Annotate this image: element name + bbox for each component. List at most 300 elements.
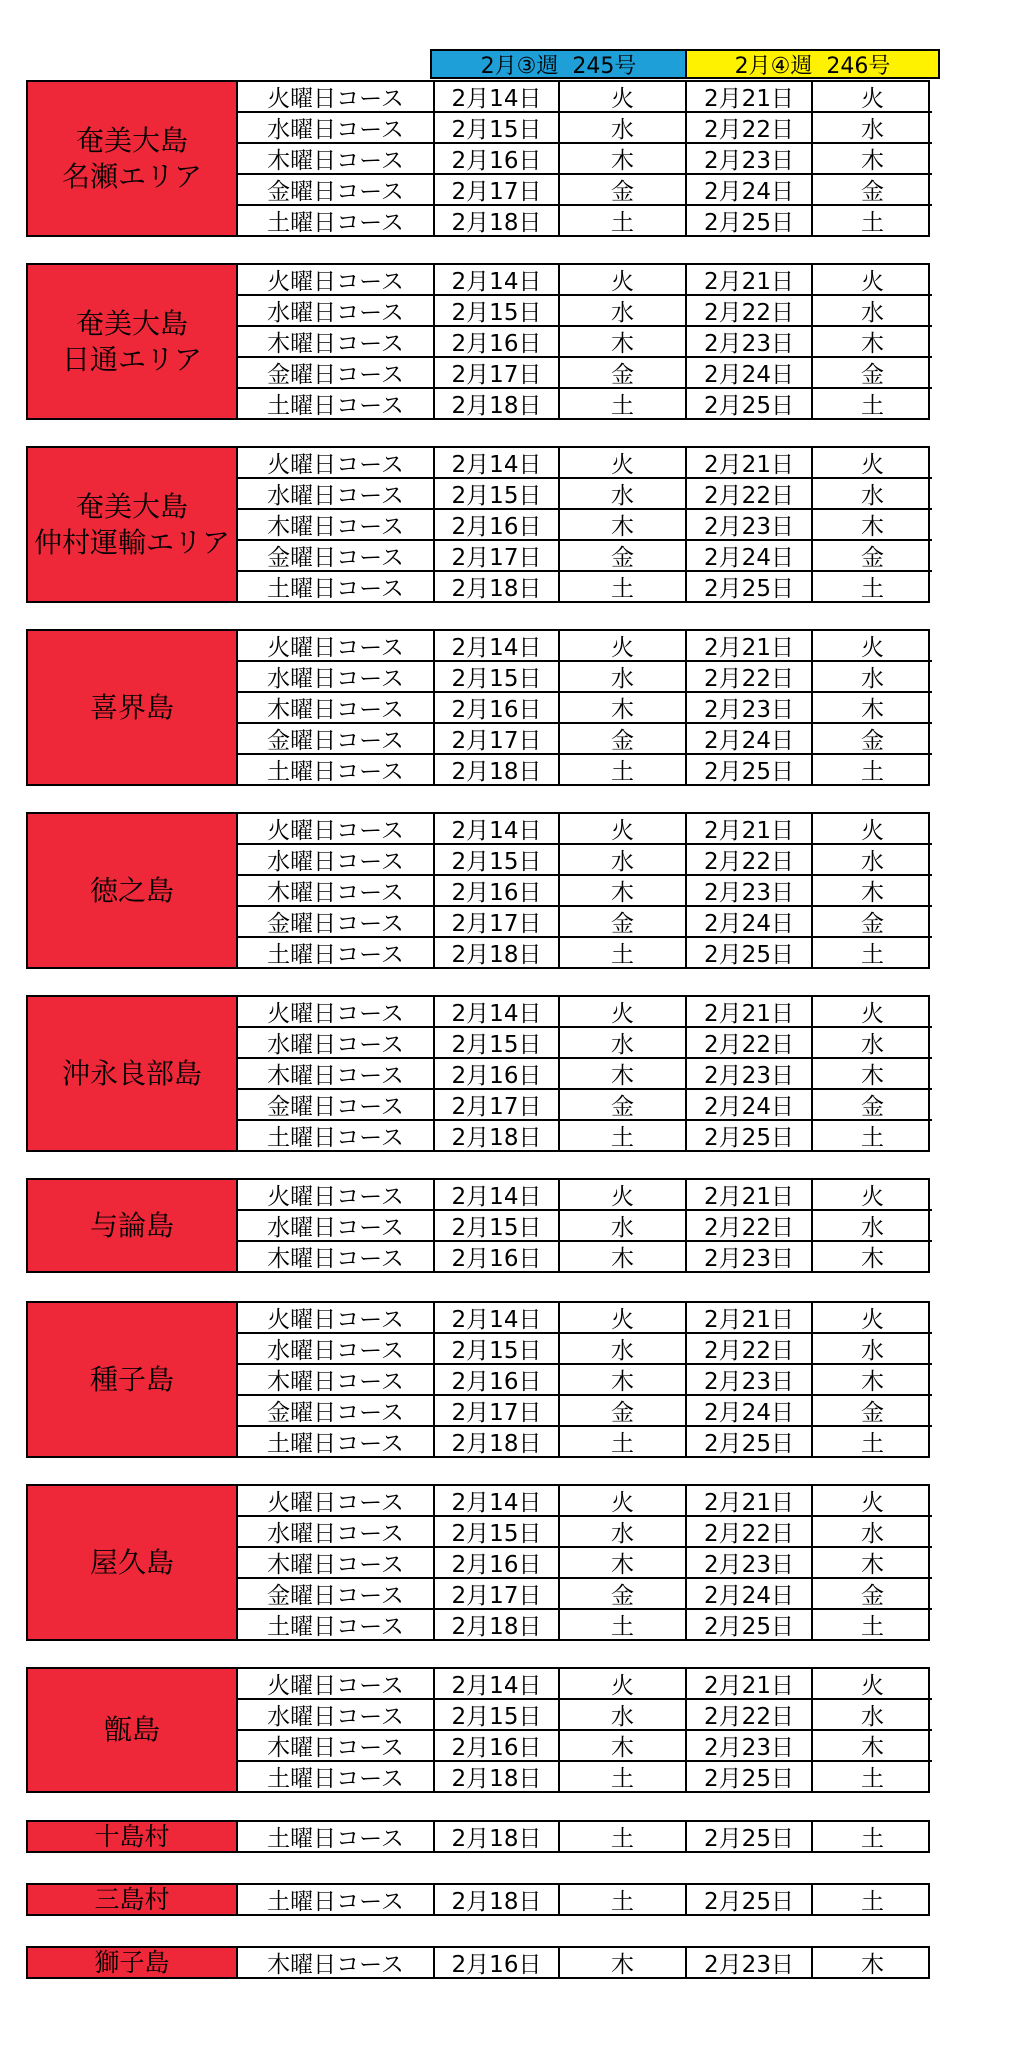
- table-row: [238, 874, 932, 905]
- table-row: [238, 1240, 932, 1271]
- week3-date-cell: 2月15日: [433, 1028, 558, 1057]
- week3-date-cell: 2月15日: [433, 1211, 558, 1240]
- week4-date-cell: 2月24日: [685, 907, 811, 936]
- table-row: [238, 1948, 932, 1977]
- week4-date-cell: 2月22日: [685, 1334, 811, 1363]
- week4-date-cell: 2月24日: [685, 1579, 811, 1608]
- week3-day-cell: 木: [558, 510, 685, 539]
- region-label: 十島村: [94, 1821, 170, 1851]
- table-row: [238, 1729, 932, 1760]
- week3-day-cell: 土: [558, 938, 685, 967]
- week4-day-cell: 木: [811, 1242, 932, 1271]
- week4-day-cell: 土: [811, 755, 932, 784]
- region-name: [28, 1885, 236, 1914]
- table-row: [238, 1209, 932, 1240]
- course-rows: [236, 265, 932, 418]
- week4-day-cell: 木: [811, 1948, 932, 1977]
- course-cell: 木曜日コース: [267, 1952, 404, 1978]
- course-cell: 木曜日コース: [267, 1735, 404, 1761]
- course-cell: 土曜日コース: [267, 1889, 404, 1915]
- course-cell: 火曜日コース: [267, 1490, 404, 1516]
- week4-day-cell: 木: [811, 1731, 932, 1760]
- week4-day-cell: 水: [811, 1028, 932, 1057]
- week4-day-cell: 火: [811, 631, 932, 660]
- table-row: [238, 448, 932, 477]
- course-cell: 火曜日コース: [267, 452, 404, 478]
- region-label: 三島村: [94, 1884, 170, 1914]
- table-row: [238, 1332, 932, 1363]
- week3-day-cell: 土: [558, 1427, 685, 1456]
- course-cell: 木曜日コース: [267, 331, 404, 357]
- week3-day-cell: 土: [558, 1121, 685, 1150]
- week4-day-cell: 金: [811, 358, 932, 387]
- week4-date-cell: 2月24日: [685, 724, 811, 753]
- table-row: [238, 1515, 932, 1546]
- region-name: [28, 631, 236, 784]
- region-block: [26, 1484, 930, 1641]
- week4-day-cell: 木: [811, 144, 932, 173]
- week3-date-cell: 2月17日: [433, 175, 558, 204]
- table-row: [238, 905, 932, 936]
- week3-date-cell: 2月15日: [433, 113, 558, 142]
- week3-day-cell: 金: [558, 1579, 685, 1608]
- week4-date-cell: 2月21日: [685, 631, 811, 660]
- week4-day-cell: 水: [811, 845, 932, 874]
- table-row: [238, 1057, 932, 1088]
- week4-day-cell: 金: [811, 541, 932, 570]
- course-cell: 水曜日コース: [267, 1704, 404, 1730]
- week3-date-cell: 2月18日: [433, 389, 558, 418]
- course-cell: 土曜日コース: [267, 1614, 404, 1640]
- table-row: [238, 631, 932, 660]
- week3-day-cell: 木: [558, 1059, 685, 1088]
- week4-date-cell: 2月21日: [685, 82, 811, 111]
- region-label: 甑島: [103, 1713, 160, 1746]
- week3-date-cell: 2月15日: [433, 1334, 558, 1363]
- week4-day-cell: 木: [811, 327, 932, 356]
- week4-date-cell: 2月24日: [685, 1090, 811, 1119]
- week4-date-cell: 2月22日: [685, 1028, 811, 1057]
- table-row: [238, 204, 932, 235]
- table-row: [238, 142, 932, 173]
- week3-day-cell: 水: [558, 662, 685, 691]
- region-label: 奄美大島 日通エリア: [61, 306, 202, 376]
- course-cell: 木曜日コース: [267, 148, 404, 174]
- week4-date-cell: 2月25日: [685, 1762, 811, 1791]
- week4-day-cell: 土: [811, 1121, 932, 1150]
- course-cell: 土曜日コース: [267, 1431, 404, 1457]
- week4-date-cell: 2月24日: [685, 541, 811, 570]
- week3-date-cell: 2月16日: [433, 1059, 558, 1088]
- week4-day-cell: 木: [811, 1548, 932, 1577]
- region-label: 喜界島: [89, 690, 174, 724]
- week4-day-cell: 金: [811, 1579, 932, 1608]
- week3-date-cell: 2月15日: [433, 662, 558, 691]
- week3-date-cell: 2月17日: [433, 1579, 558, 1608]
- week4-day-cell: 火: [811, 448, 932, 477]
- course-rows: [236, 82, 932, 235]
- week4-day-cell: 土: [811, 1885, 932, 1914]
- table-row: [238, 477, 932, 508]
- region-block: [26, 263, 930, 420]
- table-row: [238, 1885, 932, 1914]
- region-block: [26, 995, 930, 1152]
- course-cell: 火曜日コース: [267, 1001, 404, 1027]
- week3-date-cell: 2月15日: [433, 479, 558, 508]
- week3-day-cell: 火: [558, 631, 685, 660]
- week-header: [430, 49, 940, 79]
- course-rows: [236, 1948, 932, 1977]
- week4-day-cell: 水: [811, 662, 932, 691]
- week3-date-cell: 2月14日: [433, 814, 558, 843]
- week3-day-cell: 土: [558, 389, 685, 418]
- week4-date-cell: 2月21日: [685, 1303, 811, 1332]
- week4-day-cell: 土: [811, 1427, 932, 1456]
- week3-day-cell: 水: [558, 113, 685, 142]
- course-cell: 火曜日コース: [267, 818, 404, 844]
- table-row: [238, 1303, 932, 1332]
- week3-day-cell: 水: [558, 1517, 685, 1546]
- course-cell: 木曜日コース: [267, 1246, 404, 1272]
- week3-date-cell: 2月15日: [433, 296, 558, 325]
- table-row: [238, 722, 932, 753]
- table-row: [238, 843, 932, 874]
- week3-day-cell: 火: [558, 814, 685, 843]
- course-cell: 火曜日コース: [267, 86, 404, 112]
- table-row: [238, 294, 932, 325]
- week4-day-cell: 土: [811, 206, 932, 235]
- week4-date-cell: 2月24日: [685, 175, 811, 204]
- week3-date-cell: 2月14日: [433, 265, 558, 294]
- course-cell: 金曜日コース: [267, 1583, 404, 1609]
- week4-date-cell: 2月22日: [685, 113, 811, 142]
- week3-date-cell: 2月16日: [433, 693, 558, 722]
- table-row: [238, 1088, 932, 1119]
- week3-date-cell: 2月15日: [433, 1700, 558, 1729]
- week3-day-cell: 土: [558, 206, 685, 235]
- table-row: [238, 814, 932, 843]
- course-rows: [236, 1669, 932, 1791]
- region-block: [26, 1178, 930, 1273]
- week4-date-cell: 2月25日: [685, 1427, 811, 1456]
- table-row: [238, 1363, 932, 1394]
- week4-date-cell: 2月23日: [685, 1948, 811, 1977]
- week3-date-cell: 2月17日: [433, 907, 558, 936]
- course-rows: [236, 1180, 932, 1271]
- week4-day-cell: 金: [811, 175, 932, 204]
- week4-day-cell: 水: [811, 1700, 932, 1729]
- week4-date-cell: 2月25日: [685, 755, 811, 784]
- region-block: [26, 1301, 930, 1458]
- week4-date-cell: 2月23日: [685, 876, 811, 905]
- week3-date-cell: 2月16日: [433, 1548, 558, 1577]
- course-rows: [236, 448, 932, 601]
- week4-date-cell: 2月22日: [685, 1700, 811, 1729]
- week3-date-cell: 2月16日: [433, 876, 558, 905]
- week4-day-cell: 土: [811, 1762, 932, 1791]
- week3-day-cell: 木: [558, 1731, 685, 1760]
- week3-day-cell: 木: [558, 1948, 685, 1977]
- region-name: [28, 814, 236, 967]
- week3-day-cell: 木: [558, 144, 685, 173]
- week3-day-cell: 水: [558, 1028, 685, 1057]
- table-row: [238, 1425, 932, 1456]
- week3-day-cell: 金: [558, 175, 685, 204]
- week4-date-cell: 2月25日: [685, 572, 811, 601]
- week3-day-cell: 水: [558, 479, 685, 508]
- week3-day-cell: 木: [558, 327, 685, 356]
- week3-day-cell: 金: [558, 907, 685, 936]
- table-row: [238, 1760, 932, 1791]
- week3-date-cell: 2月15日: [433, 845, 558, 874]
- region-label: 種子島: [89, 1362, 174, 1396]
- week4-day-cell: 木: [811, 876, 932, 905]
- week3-day-cell: 木: [558, 1242, 685, 1271]
- region-block: [26, 1820, 930, 1853]
- week3-date-cell: 2月14日: [433, 997, 558, 1026]
- week3-day-cell: 木: [558, 1365, 685, 1394]
- table-row: [238, 111, 932, 142]
- week3-day-cell: 土: [558, 1762, 685, 1791]
- region-label: 奄美大島 名瀬エリア: [61, 123, 202, 193]
- week4-date-cell: 2月23日: [685, 327, 811, 356]
- week4-date-cell: 2月23日: [685, 1242, 811, 1271]
- week3-day-cell: 金: [558, 1090, 685, 1119]
- week4-date-cell: 2月21日: [685, 1180, 811, 1209]
- week4-date-cell: 2月25日: [685, 1121, 811, 1150]
- week4-date-cell: 2月21日: [685, 1486, 811, 1515]
- course-cell: 木曜日コース: [267, 514, 404, 540]
- week3-day-cell: 火: [558, 82, 685, 111]
- course-cell: 金曜日コース: [267, 1400, 404, 1426]
- week3-header: 2月③週 245号: [432, 51, 685, 77]
- course-rows: [236, 1885, 932, 1914]
- table-row: [238, 1822, 932, 1851]
- course-cell: 土曜日コース: [267, 576, 404, 602]
- week4-day-cell: 火: [811, 814, 932, 843]
- week4-day-cell: 火: [811, 997, 932, 1026]
- region-block: [26, 446, 930, 603]
- course-cell: 土曜日コース: [267, 1826, 404, 1852]
- week3-date-cell: 2月18日: [433, 1121, 558, 1150]
- week4-date-cell: 2月25日: [685, 206, 811, 235]
- week3-date-cell: 2月18日: [433, 1610, 558, 1639]
- week4-date-cell: 2月22日: [685, 1211, 811, 1240]
- week3-day-cell: 土: [558, 1610, 685, 1639]
- week4-day-cell: 火: [811, 1669, 932, 1698]
- week3-day-cell: 木: [558, 1548, 685, 1577]
- course-cell: 水曜日コース: [267, 300, 404, 326]
- table-row: [238, 1546, 932, 1577]
- table-row: [238, 1669, 932, 1698]
- course-cell: 水曜日コース: [267, 483, 404, 509]
- region-label: 獅子島: [94, 1947, 170, 1977]
- week3-date-cell: 2月15日: [433, 1517, 558, 1546]
- course-rows: [236, 814, 932, 967]
- table-row: [238, 570, 932, 601]
- table-row: [238, 691, 932, 722]
- week4-day-cell: 土: [811, 938, 932, 967]
- table-row: [238, 1026, 932, 1057]
- week3-date-cell: 2月18日: [433, 206, 558, 235]
- week3-date-cell: 2月16日: [433, 1365, 558, 1394]
- week3-date-cell: 2月16日: [433, 510, 558, 539]
- week4-date-cell: 2月21日: [685, 265, 811, 294]
- week3-date-cell: 2月18日: [433, 1762, 558, 1791]
- table-row: [238, 1486, 932, 1515]
- region-label: 屋久島: [89, 1545, 174, 1579]
- week3-day-cell: 火: [558, 265, 685, 294]
- region-block: [26, 1883, 930, 1916]
- week4-date-cell: 2月23日: [685, 1548, 811, 1577]
- week3-date-cell: 2月18日: [433, 572, 558, 601]
- table-row: [238, 1608, 932, 1639]
- week3-day-cell: 土: [558, 1822, 685, 1851]
- region-label: 沖永良部島: [61, 1056, 202, 1090]
- region-block: [26, 80, 930, 237]
- week4-date-cell: 2月23日: [685, 1365, 811, 1394]
- week4-date-cell: 2月21日: [685, 1669, 811, 1698]
- week4-date-cell: 2月25日: [685, 1822, 811, 1851]
- week3-day-cell: 金: [558, 1396, 685, 1425]
- week4-date-cell: 2月23日: [685, 144, 811, 173]
- course-cell: 木曜日コース: [267, 880, 404, 906]
- course-cell: 金曜日コース: [267, 911, 404, 937]
- week4-day-cell: 木: [811, 1365, 932, 1394]
- region-name: [28, 1486, 236, 1639]
- course-cell: 火曜日コース: [267, 635, 404, 661]
- course-cell: 土曜日コース: [267, 1766, 404, 1792]
- week4-date-cell: 2月22日: [685, 662, 811, 691]
- course-cell: 火曜日コース: [267, 269, 404, 295]
- table-row: [238, 660, 932, 691]
- week4-date-cell: 2月23日: [685, 1059, 811, 1088]
- table-row: [238, 1698, 932, 1729]
- week3-day-cell: 土: [558, 1885, 685, 1914]
- week3-day-cell: 火: [558, 1180, 685, 1209]
- week3-date-cell: 2月18日: [433, 938, 558, 967]
- week4-day-cell: 火: [811, 82, 932, 111]
- week3-date-cell: 2月18日: [433, 1885, 558, 1914]
- week4-day-cell: 水: [811, 1517, 932, 1546]
- week3-date-cell: 2月17日: [433, 724, 558, 753]
- table-row: [238, 508, 932, 539]
- course-cell: 金曜日コース: [267, 362, 404, 388]
- week3-date-cell: 2月16日: [433, 144, 558, 173]
- course-cell: 土曜日コース: [267, 942, 404, 968]
- region-name: [28, 1822, 236, 1851]
- table-row: [238, 387, 932, 418]
- week3-day-cell: 金: [558, 541, 685, 570]
- week3-day-cell: 金: [558, 358, 685, 387]
- region-name: [28, 1303, 236, 1456]
- week4-day-cell: 水: [811, 1211, 932, 1240]
- course-cell: 木曜日コース: [267, 1063, 404, 1089]
- week4-date-cell: 2月21日: [685, 448, 811, 477]
- region-block: [26, 1946, 930, 1979]
- course-cell: 水曜日コース: [267, 666, 404, 692]
- week4-day-cell: 土: [811, 1822, 932, 1851]
- week4-date-cell: 2月22日: [685, 845, 811, 874]
- region-name: [28, 265, 236, 418]
- week4-day-cell: 土: [811, 1610, 932, 1639]
- course-cell: 金曜日コース: [267, 1094, 404, 1120]
- region-label: 徳之島: [89, 873, 174, 907]
- week4-day-cell: 金: [811, 724, 932, 753]
- region-name: [28, 1180, 236, 1271]
- week4-day-cell: 金: [811, 907, 932, 936]
- region-label: 奄美大島 仲村運輸エリア: [33, 489, 230, 559]
- week3-day-cell: 水: [558, 1211, 685, 1240]
- region-block: [26, 1667, 930, 1793]
- week4-day-cell: 木: [811, 693, 932, 722]
- week3-date-cell: 2月17日: [433, 541, 558, 570]
- week3-date-cell: 2月16日: [433, 1948, 558, 1977]
- week3-day-cell: 木: [558, 876, 685, 905]
- week3-date-cell: 2月16日: [433, 1242, 558, 1271]
- course-cell: 金曜日コース: [267, 545, 404, 571]
- course-cell: 火曜日コース: [267, 1184, 404, 1210]
- week4-date-cell: 2月23日: [685, 1731, 811, 1760]
- week3-date-cell: 2月14日: [433, 1303, 558, 1332]
- course-cell: 土曜日コース: [267, 393, 404, 419]
- region-name: [28, 997, 236, 1150]
- region-name: [28, 448, 236, 601]
- week4-day-cell: 水: [811, 479, 932, 508]
- table-row: [238, 936, 932, 967]
- week4-date-cell: 2月22日: [685, 479, 811, 508]
- week3-date-cell: 2月14日: [433, 448, 558, 477]
- course-rows: [236, 1303, 932, 1456]
- week3-date-cell: 2月17日: [433, 358, 558, 387]
- week3-date-cell: 2月14日: [433, 631, 558, 660]
- table-row: [238, 1577, 932, 1608]
- week4-date-cell: 2月25日: [685, 389, 811, 418]
- week3-day-cell: 土: [558, 755, 685, 784]
- table-row: [238, 753, 932, 784]
- week4-date-cell: 2月22日: [685, 1517, 811, 1546]
- week4-date-cell: 2月24日: [685, 358, 811, 387]
- course-cell: 火曜日コース: [267, 1307, 404, 1333]
- week3-date-cell: 2月16日: [433, 1731, 558, 1760]
- table-row: [238, 325, 932, 356]
- week4-day-cell: 水: [811, 1334, 932, 1363]
- course-cell: 木曜日コース: [267, 1369, 404, 1395]
- week3-date-cell: 2月18日: [433, 755, 558, 784]
- course-cell: 水曜日コース: [267, 1215, 404, 1241]
- week4-date-cell: 2月21日: [685, 814, 811, 843]
- week3-date-cell: 2月18日: [433, 1427, 558, 1456]
- week4-day-cell: 水: [811, 296, 932, 325]
- week4-day-cell: 土: [811, 389, 932, 418]
- week4-day-cell: 木: [811, 510, 932, 539]
- course-cell: 水曜日コース: [267, 1032, 404, 1058]
- week3-day-cell: 木: [558, 693, 685, 722]
- course-cell: 土曜日コース: [267, 1125, 404, 1151]
- week3-day-cell: 火: [558, 997, 685, 1026]
- course-cell: 木曜日コース: [267, 697, 404, 723]
- course-cell: 水曜日コース: [267, 117, 404, 143]
- week4-day-cell: 火: [811, 1303, 932, 1332]
- region-block: [26, 812, 930, 969]
- week4-day-cell: 火: [811, 1486, 932, 1515]
- week4-day-cell: 木: [811, 1059, 932, 1088]
- table-row: [238, 539, 932, 570]
- week4-date-cell: 2月23日: [685, 510, 811, 539]
- region-label: 与論島: [89, 1208, 174, 1242]
- week3-date-cell: 2月18日: [433, 1822, 558, 1851]
- week3-date-cell: 2月14日: [433, 1669, 558, 1698]
